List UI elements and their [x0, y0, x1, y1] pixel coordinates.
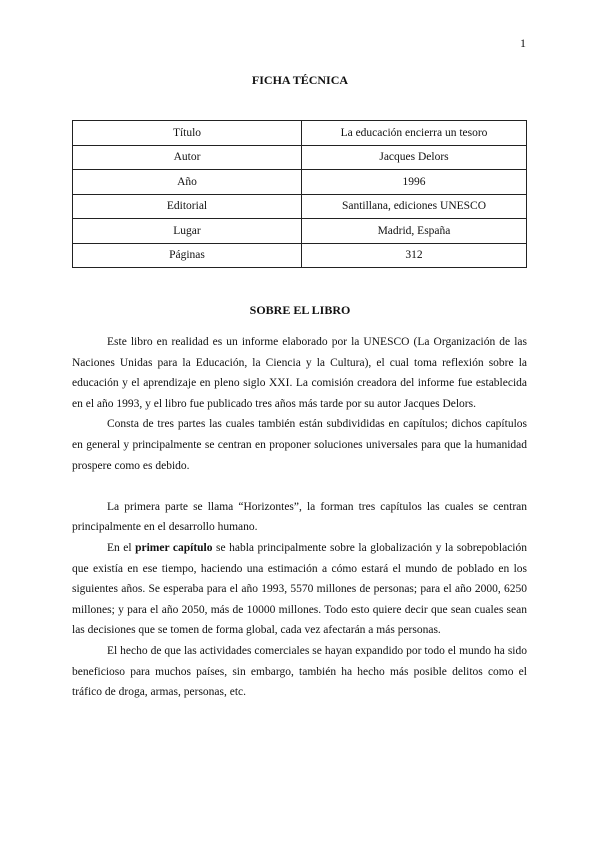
- table-cell-label: Lugar: [73, 219, 302, 244]
- paragraph-intro: Este libro en realidad es un informe elaborado por la UNESCO (La Organización de las Naciones Unidas para la Educación, la Ciencia y la Cultura), el cual toma reflexión sobre la educación y el aprendizaje en pleno siglo XXI. La comisión creadora del informe fue establecida en el año 1993, y el libro fue publicado tres años más tarde por su autor Jacques Delors.: [72, 336, 527, 410]
- table-row: [73, 219, 527, 244]
- table-cell-label: Año: [73, 170, 302, 195]
- table-cell-label: Editorial: [73, 194, 302, 219]
- table-cell-value: Jacques Delors: [302, 145, 527, 170]
- sobre-el-libro-heading: SOBRE EL LIBRO: [249, 303, 351, 317]
- ficha-tecnica-table: [72, 120, 527, 268]
- page-number: 1: [520, 36, 526, 50]
- table-cell-label: Título: [73, 121, 302, 146]
- table-cell-value: La educación encierra un tesoro: [302, 121, 527, 146]
- table-cell-value: Madrid, España: [302, 219, 527, 244]
- table-row: [73, 145, 527, 170]
- paragraph-commerce: El hecho de que las actividades comerciales se hayan expandido por todo el mundo ha sido beneficioso para muchos países, sin embargo, también ha hecho más posible delitos como el tráfico de droga, armas, personas, etc.: [72, 644, 527, 699]
- ficha-tecnica-heading: FICHA TÉCNICA: [251, 73, 349, 87]
- bold-term: primer capítulo: [135, 541, 213, 554]
- table-row: [73, 170, 527, 195]
- paragraph-text: se habla principalmente sobre la globalización y la sobrepoblación que existía en ese tiempo, haciendo una estimación a cómo estará el mundo de poblado en los siguientes años. Se esperaba para el año 1993, 5570 millones de personas; para el año 2000, 6250 millones; y para el año 2050, más de 10000 millones. Todo esto quiere decir que sean cuales sean las decisiones que se tomen de forma global, cada vez afectarán a más personas.: [72, 541, 527, 637]
- table-cell-value: Santillana, ediciones UNESCO: [302, 194, 527, 219]
- table-row: [73, 121, 527, 146]
- paragraph-structure: Consta de tres partes las cuales también están subdivididas en capítulos; dichos capítulos en general y principalmente se centran en proponer soluciones universales para que la humanidad prospere como es debido.: [72, 418, 527, 472]
- paragraph-first-part: La primera parte se llama “Horizontes”, la forman tres capítulos las cuales se centran principalmente en el desarrollo humano.: [72, 500, 527, 534]
- table-row: [73, 243, 527, 268]
- table-cell-value: 1996: [302, 170, 527, 195]
- table-cell-label: Autor: [73, 145, 302, 170]
- paragraph-text: En el: [107, 541, 136, 554]
- table-cell-value: 312: [302, 243, 527, 268]
- body-text: [72, 332, 527, 703]
- table-cell-label: Páginas: [73, 243, 302, 268]
- paragraph-first-chapter: [72, 538, 527, 641]
- table-row: [73, 194, 527, 219]
